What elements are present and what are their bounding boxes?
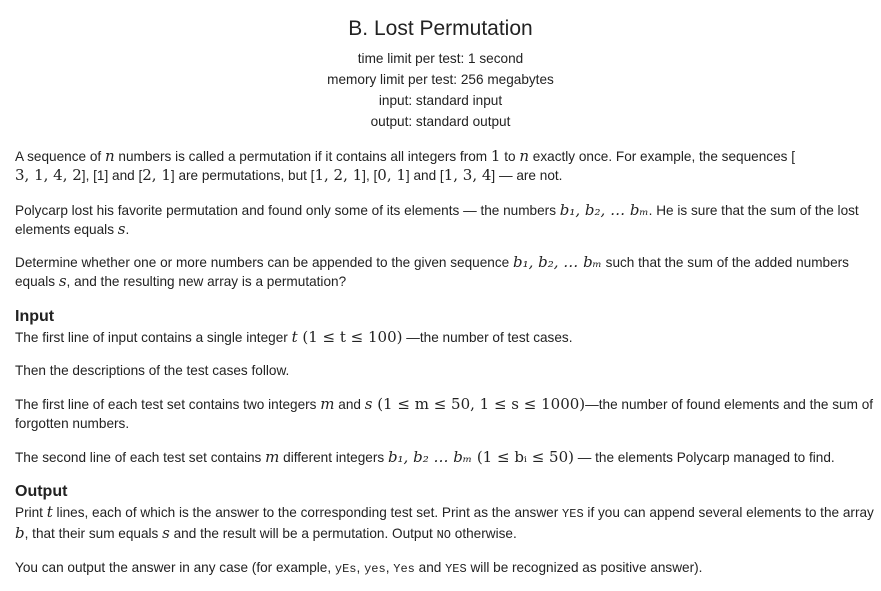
math: m: [265, 448, 280, 466]
math: (1 ≤ m ≤ 50, 1 ≤ s ≤ 1000): [372, 395, 586, 413]
text: if you can append several elements to the array: [583, 505, 874, 520]
text: —the number of found elements and the sum of forgotten numbers.: [15, 397, 874, 431]
output-spec: output: standard output: [370, 114, 511, 129]
text: to: [500, 149, 520, 164]
text: and: [414, 560, 446, 575]
math: t: [291, 328, 298, 346]
text: — the elements Polycarp managed to find.: [573, 450, 835, 465]
problem-title: B. Lost Permutation: [348, 17, 533, 40]
text: You can output the answer in any case (for example,: [15, 560, 335, 575]
text: will be recognized as positive answer).: [466, 560, 703, 575]
input-line-4: [15, 448, 877, 467]
input-line-3: [15, 395, 877, 433]
time-limit: time limit per test: 1 second: [357, 51, 524, 66]
statement-paragraph-1: [15, 147, 877, 185]
text: Polycarp lost his favorite permutation and found only some of its elements — the numbers: [15, 203, 560, 218]
text: —the number of test cases.: [402, 330, 573, 345]
math: 1: [490, 147, 501, 165]
math: s: [117, 220, 126, 238]
math: 1, 3, 4: [443, 166, 492, 184]
text: ] — are not.: [491, 168, 563, 183]
output-line-2: [15, 558, 877, 579]
math: s: [58, 272, 67, 290]
math: n: [519, 147, 529, 165]
math: b₁, b₂, … bₘ: [559, 201, 649, 219]
text: different integers: [279, 450, 388, 465]
text: and the result will be a permutation. Output: [169, 526, 437, 541]
text: Determine whether one or more numbers can be appended to the given sequence: [15, 255, 513, 270]
input-heading: Input: [15, 308, 55, 325]
input-spec: input: standard input: [378, 93, 503, 108]
code: NO: [436, 528, 451, 542]
text: numbers is called a permutation if it contains all integers from: [114, 149, 491, 164]
math: 1, 2, 1: [314, 166, 363, 184]
text: lines, each of which is the answer to the corresponding test set. Print as the answer: [52, 505, 563, 520]
text: The first line of each test set contains two integers: [15, 397, 321, 412]
text: and: [334, 397, 365, 412]
text: . He is sure that the sum of the lost elements equals: [15, 203, 859, 237]
memory-limit: memory limit per test: 256 megabytes: [327, 72, 554, 87]
code: yEs: [334, 562, 357, 576]
text: , that their sum equals: [24, 526, 163, 541]
text: ] are permutations, but [: [170, 168, 315, 183]
text: The second line of each test set contains: [15, 450, 266, 465]
text: ] and [: [405, 168, 444, 183]
output-heading: Output: [15, 483, 68, 500]
text: ,: [385, 560, 394, 575]
math: 2, 1: [142, 166, 171, 184]
code: YES: [445, 562, 467, 576]
text: ], [: [362, 168, 378, 183]
math: 3, 1, 4, 2: [15, 166, 82, 184]
code: YES: [562, 507, 584, 521]
text: such that the sum of the added numbers equals: [15, 255, 849, 289]
text: ,: [356, 560, 365, 575]
math: t: [46, 503, 53, 521]
text: A sequence of: [15, 149, 105, 164]
code: yes: [364, 562, 386, 576]
output-line-1: [15, 503, 877, 545]
math: s: [162, 524, 170, 542]
text: , and the resulting new array is a permutation?: [66, 274, 347, 289]
text: The first line of input contains a single integer: [15, 330, 292, 345]
math: m: [320, 395, 335, 413]
text: Print: [15, 505, 47, 520]
text: ], [1] and [: [81, 168, 143, 183]
math: n: [104, 147, 115, 165]
math: b₁, b₂ … bₘ: [387, 448, 473, 466]
text: exactly once. For example, the sequences [: [529, 149, 795, 164]
text: .: [125, 222, 130, 237]
text: otherwise.: [451, 526, 517, 541]
math: (1 ≤ bᵢ ≤ 50): [472, 448, 574, 466]
math: 0, 1: [377, 166, 406, 184]
math: (1 ≤ t ≤ 100): [297, 328, 403, 346]
input-line-1: [15, 328, 877, 347]
statement-paragraph-3: [15, 253, 877, 291]
math: b: [15, 524, 25, 542]
input-line-2: Then the descriptions of the test cases follow.: [15, 363, 290, 378]
code: Yes: [393, 562, 415, 576]
math: b₁, b₂, … bₘ: [513, 253, 602, 271]
math: s: [364, 395, 373, 413]
statement-paragraph-2: [15, 201, 877, 239]
